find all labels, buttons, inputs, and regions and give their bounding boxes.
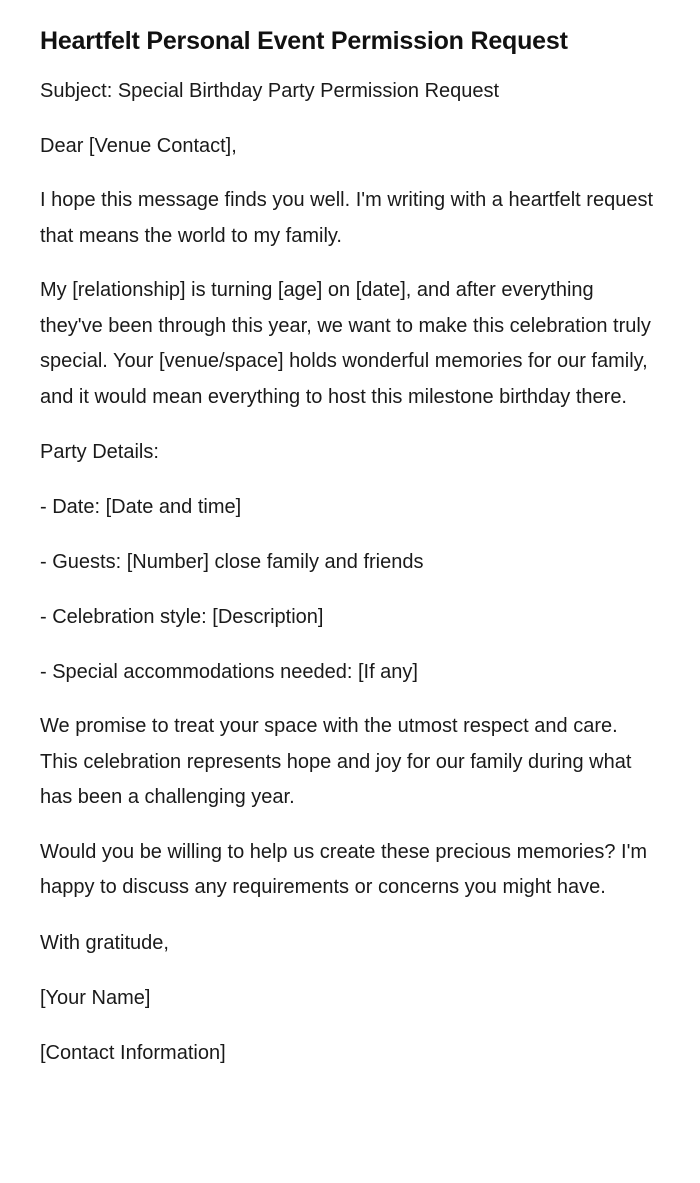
detail-item-style: - Celebration style: [Description]: [40, 606, 324, 628]
salutation: Dear [Venue Contact],: [40, 135, 237, 157]
detail-item-date: - Date: [Date and time]: [40, 496, 242, 518]
closing-line: With gratitude,: [40, 931, 169, 954]
page-title: Heartfelt Personal Event Permission Request: [40, 27, 568, 55]
signature-name: [Your Name]: [40, 986, 151, 1009]
promise-paragraph: We promise to treat your space with the utmost respect and care. This celebration represents hope and joy for our family during what has been a challenging year.: [40, 715, 632, 808]
detail-item-accommodations: - Special accommodations needed: [If any]: [40, 661, 418, 683]
contact-information: [Contact Information]: [40, 1041, 226, 1064]
intro-paragraph: I hope this message finds you well. I'm writing with a heartfelt request that means the world to my family.: [40, 189, 653, 247]
story-paragraph: My [relationship] is turning [age] on [date], and after everything they've been through this year, we want to make this celebration truly special. Your [venue/space] holds wonderful memories for our family, and it would mean everything to host this milestone birthday there.: [40, 279, 651, 408]
details-heading: Party Details:: [40, 441, 159, 463]
request-paragraph: Would you be willing to help us create these precious memories? I'm happy to discuss any requirements or concerns you might have.: [40, 840, 648, 898]
detail-item-guests: - Guests: [Number] close family and friends: [40, 551, 424, 573]
subject-line: Subject: Special Birthday Party Permission Request: [40, 80, 500, 102]
